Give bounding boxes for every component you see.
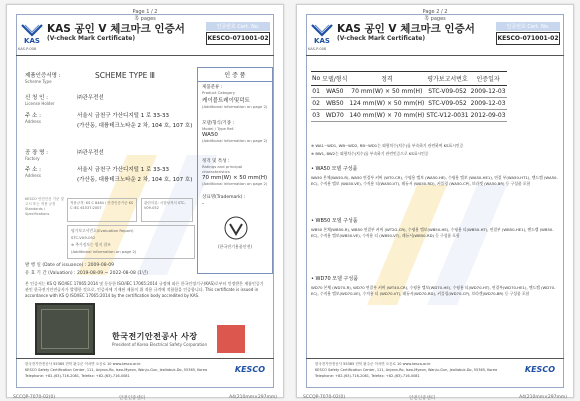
scheme-type-value: SCHEME TYPE Ⅲ xyxy=(95,71,155,80)
eval-row: (Additional information on page 2) xyxy=(71,249,137,254)
evaluation-report-box xyxy=(67,225,195,259)
footer-line: KESCO Safety Certification Center, 111, Anjeon-Ro, Iseo-Myeon, Wanju-Gun, Jeollabuk-Do, 55365, Korea xyxy=(25,368,208,372)
issue-date: 발 행 일 (Date of issuance) : 2009-08-09 xyxy=(25,263,114,268)
license-holder-label: 신 청 인 : License Holder xyxy=(25,95,55,106)
cert-number-box xyxy=(206,22,270,45)
form-code: SCCQP-7070-02(0) xyxy=(13,395,56,400)
table-header-row xyxy=(311,72,507,86)
standards-note: KESCO 안전인증 기준 및 고시 또는 적용 규정 Standards / Specifications xyxy=(25,197,64,216)
dates xyxy=(25,262,148,278)
paper-size: A4(210mm×297mm) xyxy=(519,395,567,400)
footer-divider xyxy=(16,358,274,359)
kesco-logo: KESCO xyxy=(234,365,265,374)
cert-number-label: 인증번호 Cert. No. xyxy=(206,22,270,31)
cert-number-value: KESCO-071001-02 xyxy=(206,32,270,45)
cert-number-value: KESCO-071001-02 xyxy=(496,32,560,45)
issuer-name: 한국전기안전공사 사장 xyxy=(112,332,198,341)
table-row: 03 WD70 140 mm(W) × 70 mm(H) STC-V12-0031 2012-09-03 xyxy=(311,110,507,122)
footer-line: Telephone: +82-(63)-716-2081, Telefax: +82-(63)-716-0081 xyxy=(315,374,420,378)
kas-logo-text: KAS xyxy=(314,37,330,45)
wb50-components: WB50 본체(WB50-R), WB50 연결부 커버 (WT2G-CR), 수평용 엘보(WB50-HE), 수평용 티(WB50-HT), 연결부 (WB50-HE1), 엔드캡 (WB50-EC), 수직용 엘보(WB50-VE), 수직용 티 (WB50-VT), 레듀서(WB50-RD) 등 구성품 포함 xyxy=(311,227,554,238)
form-code: SCCQP-7070-02(0) xyxy=(303,395,346,400)
official-seal xyxy=(217,325,245,353)
kas-logo-icon xyxy=(310,21,334,45)
v-check-mark-icon xyxy=(224,216,248,240)
certificate-body-text: 본 인증서는 KS Q ISO/IEC 17065:2014 및 동등한 ISO/IEC 17065:2014 규정에 따른 한국인정기구(KAS)로부터 인정받은 제품인증기관인 한국전기안전공사가 발행한 것으로, 인증서에 기재된 제품이 위 적용 규격에 적합함을 인증합니다. This certificate is issued in accordance with KS Q ISO/IEC 17065:2014 by the certification body accredited by KAS. xyxy=(25,281,264,298)
footer-line: 한국전기안전공사 55365 전북 완주군 이서면 오공로 10 www.kesco.or.kr xyxy=(315,362,431,366)
col-header-report: 평가보고서번호 xyxy=(425,72,469,86)
kas-logo-icon xyxy=(20,21,44,45)
header-divider xyxy=(16,55,274,56)
related-docs-box: 관련서류: 시험성적서 STC-V09-052 xyxy=(141,198,193,222)
cert-number-label: 인증번호 Cert. No. xyxy=(496,22,560,31)
wa50-section-head: • WA50 모델 구성품 xyxy=(311,166,358,172)
center-name: 안전인증센터 xyxy=(119,396,146,401)
footer-divider xyxy=(306,358,564,359)
valid-period: 유 효 기 간 (Valuation) : 2019-08-09 ~ 2022-08-08 (1년) xyxy=(25,271,149,276)
col-header-date: 인증일자 xyxy=(470,72,507,86)
certificate-page-1 xyxy=(6,4,284,401)
model-table xyxy=(311,71,507,122)
trademark: 상표명(Trademark) : - xyxy=(202,195,246,207)
address-value: 서울시 금천구 가산디지털 1 로 33-33 xyxy=(77,113,169,119)
factory-label: 공 장 명 : Factory xyxy=(25,150,49,161)
kesco-logo: KESCO xyxy=(524,365,555,374)
page-number-sub: 쪽 pages xyxy=(134,16,156,22)
hologram-stamp xyxy=(35,303,95,355)
v-check-mark-caption: (한국전기용품안전) xyxy=(217,244,253,249)
certificate-title-ko: KAS 공인 V 체크마크 인증서 xyxy=(47,23,185,35)
note-line: ※ WA1~WD1, WB~WD2, RB~WD1는 외형치수(치수)를 부속하기 관련하여 KS표시인증 xyxy=(311,143,464,148)
cert-number-box xyxy=(496,22,560,45)
page-number-text: Page 2 / 2 xyxy=(422,9,448,15)
eval-row: STC-V09-052 xyxy=(71,235,96,240)
footer-line: KESCO Safety Certification Center, 111, Anjeon-Ro, Iseo-Myeon, Wanju-Gun, Jeollabuk-Do, 55365, Korea xyxy=(315,368,498,372)
col-header-rating: 정격 xyxy=(348,72,425,86)
model-type: 모델/형식/기종 : Model / Type Ref. WA50 (Additional information on page 2) xyxy=(202,121,268,143)
certified-product-head: 인 증 품 xyxy=(198,70,272,82)
wa50-components: WA50 본체(WA50-R), WA50 연결부 커버 (WT0-CR), 수평용 엘보 (WA50-HE), 수평용 엘보 (WA50-HE1), 연결 부(WA50-HT1), 엔드캡 (WA50-EC), 수직용 엘보 (WA50-VE), 수직용 티(WA50-VT), 레듀서 (WA50-RD), 커플링 (WA50-CP), 브라켓 (WA50-BR) 등 구성품 포함 xyxy=(311,175,558,186)
footer-line: 한국전기안전공사 55365 전북 완주군 이서면 오공로 10 www.kesco.or.kr xyxy=(25,362,141,366)
certificate-title-en: (V-check Mark Certificate) xyxy=(337,35,426,42)
note-line: ※ BW1, BW2는 외형치수(치수)를 부속하기 관련인증으로 KS표시인증 xyxy=(311,151,429,156)
center-name: 안전인증센터 xyxy=(409,396,436,401)
certified-product-box xyxy=(197,67,273,274)
factory-address-label: 주 소 : Address xyxy=(25,167,41,178)
table-row: 01 WA50 70 mm(W) × 50 mm(H) STC-V09-052 2009-12-03 xyxy=(311,86,507,98)
eval-row: ※ 추가정보는 별지 참조 xyxy=(71,242,111,247)
ratings: 정격 및 특성 : Ratings and principal characteristics 70 mm(W) × 50 mm(H) (Additional information on page 2) xyxy=(202,159,268,186)
kas-logo-sub: KAS-P-008 xyxy=(308,47,327,51)
certificate-title-ko: KAS 공인 V 체크마크 인증서 xyxy=(337,23,475,35)
wd70-section-head: • WD70 모델 구성품 xyxy=(311,276,359,282)
factory-address-value: 서울시 금천구 가산디지털 1 로 33-33 xyxy=(77,167,169,173)
factory-address-value-2: (가산동, 대륭테크노타운 2 차, 104 호, 107 호) xyxy=(77,177,193,183)
address-label: 주 소 : Address xyxy=(25,113,41,124)
license-holder-value: ㈜관우전선 xyxy=(77,95,104,101)
eval-row: 평가보고서번호(Evaluation Report) xyxy=(71,228,134,233)
applied-standard-box: 적용규격: KS C 8464 / 안전인증기준 KS C IEC 61537:2007 xyxy=(67,198,137,222)
page-number-text: Page 1 / 2 xyxy=(132,9,158,15)
certificate-page-2 xyxy=(296,4,574,401)
page-number-sub: 쪽 pages xyxy=(424,16,446,22)
table-row: 02 WB50 124 mm(W) × 50 mm(H) STC-V09-052 2009-12-03 xyxy=(311,98,507,110)
kas-logo-text: KAS xyxy=(24,37,40,45)
footer-line: Telephone: +82-(63)-716-2081, Telefax: +82-(63)-716-0081 xyxy=(25,374,130,378)
kas-logo-sub: KAS-P-008 xyxy=(18,47,37,51)
header-divider xyxy=(306,55,564,56)
wd70-components: WD70 본체 (WD70-R), WD70 연결부 커버 (WT40-CR), 수평용 엘보(WD70-HE), 수평용 티(WD70-HT), 연결부(WD70-HE1), 엔드캡 (WD70-EC), 수직용 엘보(WD70-VE), 수직용 티 (WD70-VT), 레듀서(WD70-RD), 커플링(WD70-CP), 브라켓(WD70-BR) 등 구성품 포함 xyxy=(311,285,556,296)
product-category: 제품분류 : Product Category 케이블트레이및덕트 (Additional information on page 2) xyxy=(202,85,268,109)
certificate-title-en: (V-check Mark Certificate) xyxy=(47,35,136,42)
factory-value: ㈜관우전선 xyxy=(77,150,104,156)
wb50-section-head: • WB50 모델 구성품 xyxy=(311,218,358,224)
scheme-type-label: 제품인증서명 : Scheme Type xyxy=(25,73,61,84)
col-header-model: 모델/형식 xyxy=(321,72,348,86)
issuer-name-en: President of Korea Electrical Safety Corporation xyxy=(112,342,208,347)
address-value-2: (가산동, 대륭테크노타운 2 차, 104 호, 107 호) xyxy=(77,123,193,129)
paper-size: A4(210mm×297mm) xyxy=(229,395,277,400)
col-header-no: No xyxy=(311,72,321,86)
